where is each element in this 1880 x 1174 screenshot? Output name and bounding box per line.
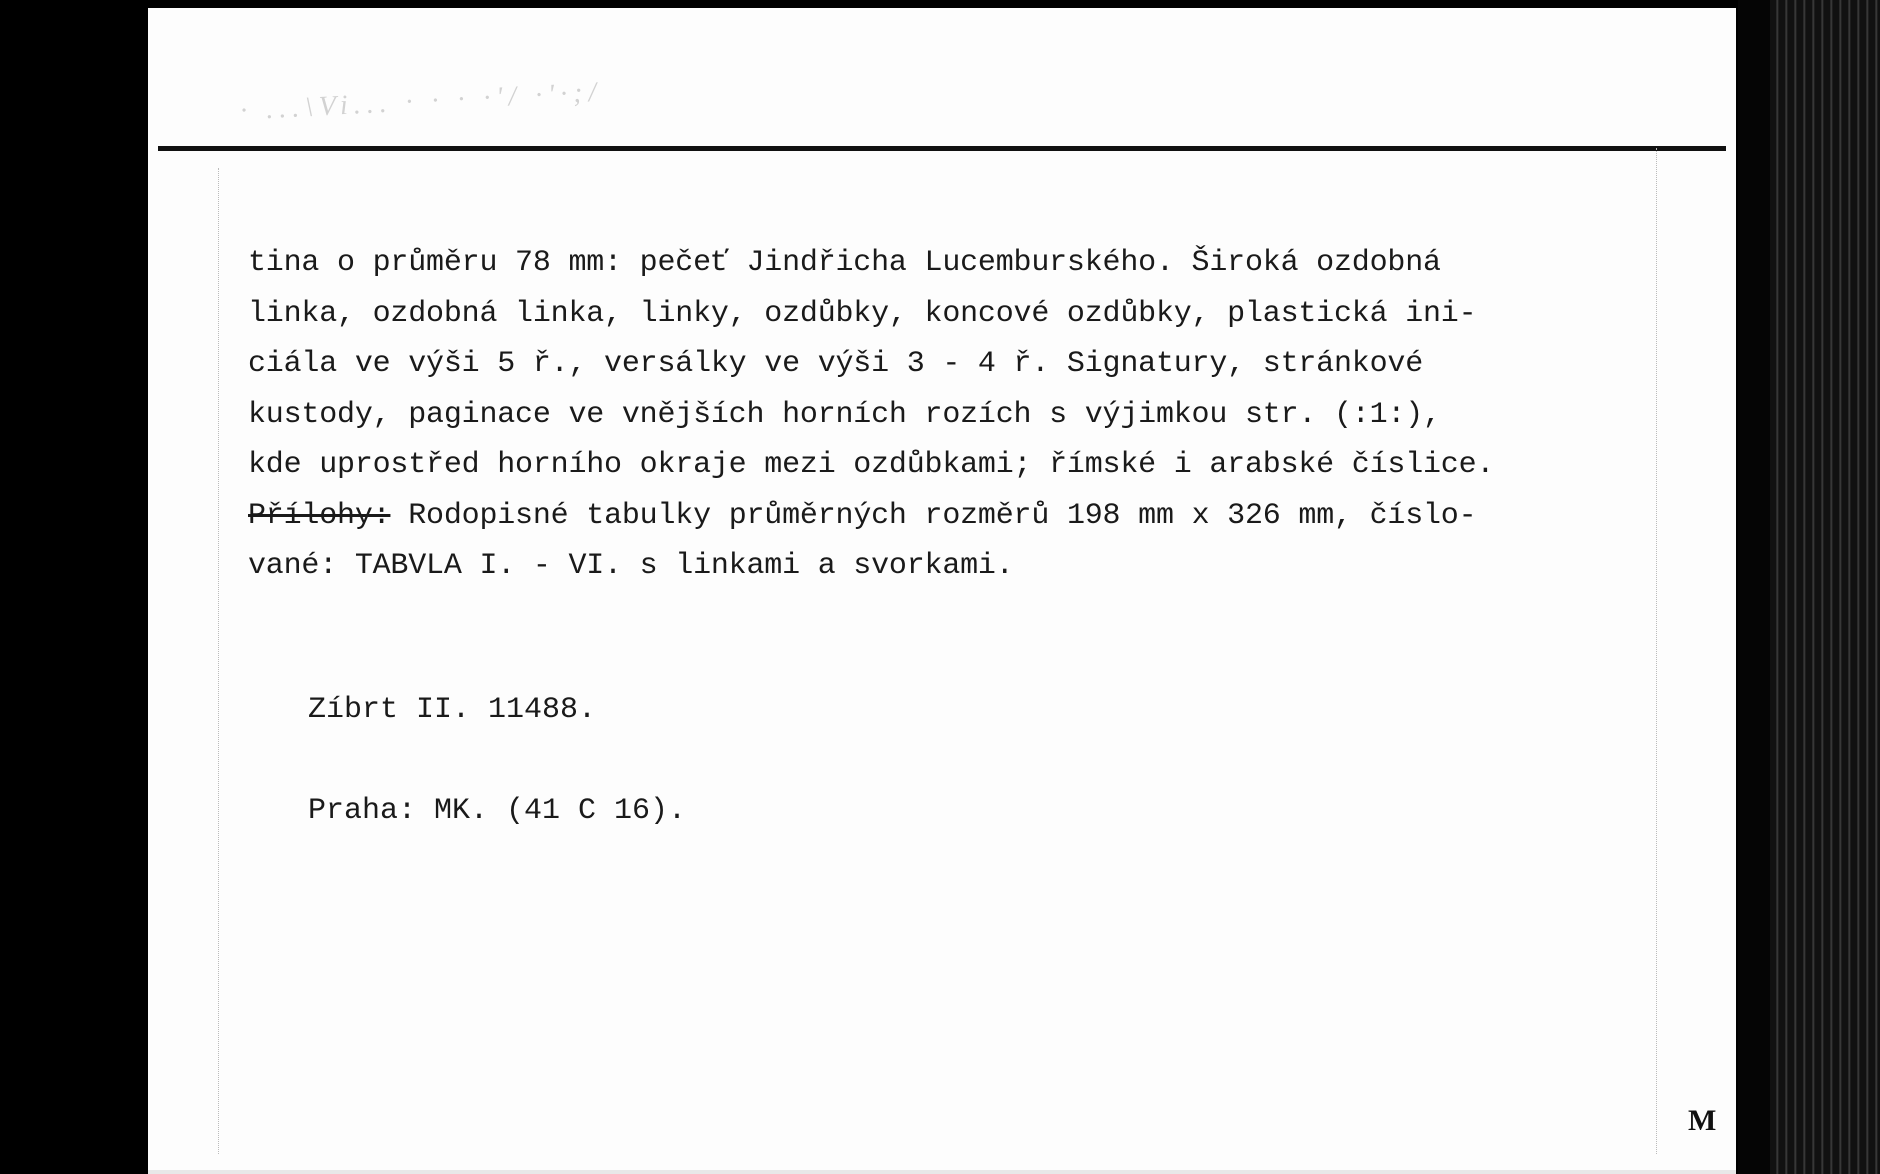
description-line-6 — [248, 491, 1648, 542]
description-line-6-rest: Rodopisné tabulky průměrných rozměrů 198 mm x 326 mm, číslo- — [390, 498, 1477, 533]
description-line-5: kde uprostřed horního okraje mezi ozdůbkami; římské i arabské číslice. — [248, 448, 1495, 482]
film-edge — [1738, 0, 1770, 1174]
faint-header-text: · ...\Vi... · · · ·'/ ·'·;/ — [239, 76, 603, 127]
catalog-card — [148, 8, 1736, 1174]
description-text — [248, 238, 1648, 592]
film-sprocket-strip — [1770, 0, 1880, 1174]
description-line-2: linka, ozdobná linka, linky, ozdůbky, koncové ozdůbky, plastická ini- — [248, 296, 1477, 331]
corner-mark: M — [1688, 1104, 1717, 1137]
right-margin-line — [1656, 148, 1657, 1154]
description-line-7: vané: TABVLA I. - VI. s linkami a svorkami. — [248, 549, 1014, 583]
card-bottom-edge — [148, 1170, 1736, 1174]
bibliography-reference: Zíbrt II. 11488. — [308, 693, 597, 727]
struck-label: Přílohy: — [248, 498, 391, 533]
left-margin-line — [218, 168, 219, 1154]
holding-location: Praha: MK. (41 C 16). — [308, 794, 687, 828]
description-line-3: ciála ve výši 5 ř., versálky ve výši 3 - 4 ř. Signatury, stránkové — [248, 347, 1423, 381]
description-line-4: kustody, paginace ve vnějších horních rozích s výjimkou str. (:1:), — [248, 397, 1441, 432]
header-rule — [158, 146, 1726, 151]
description-line-1: tina o průměru 78 mm: pečeť Jindřicha Lucemburského. Široká ozdobná — [248, 246, 1441, 280]
